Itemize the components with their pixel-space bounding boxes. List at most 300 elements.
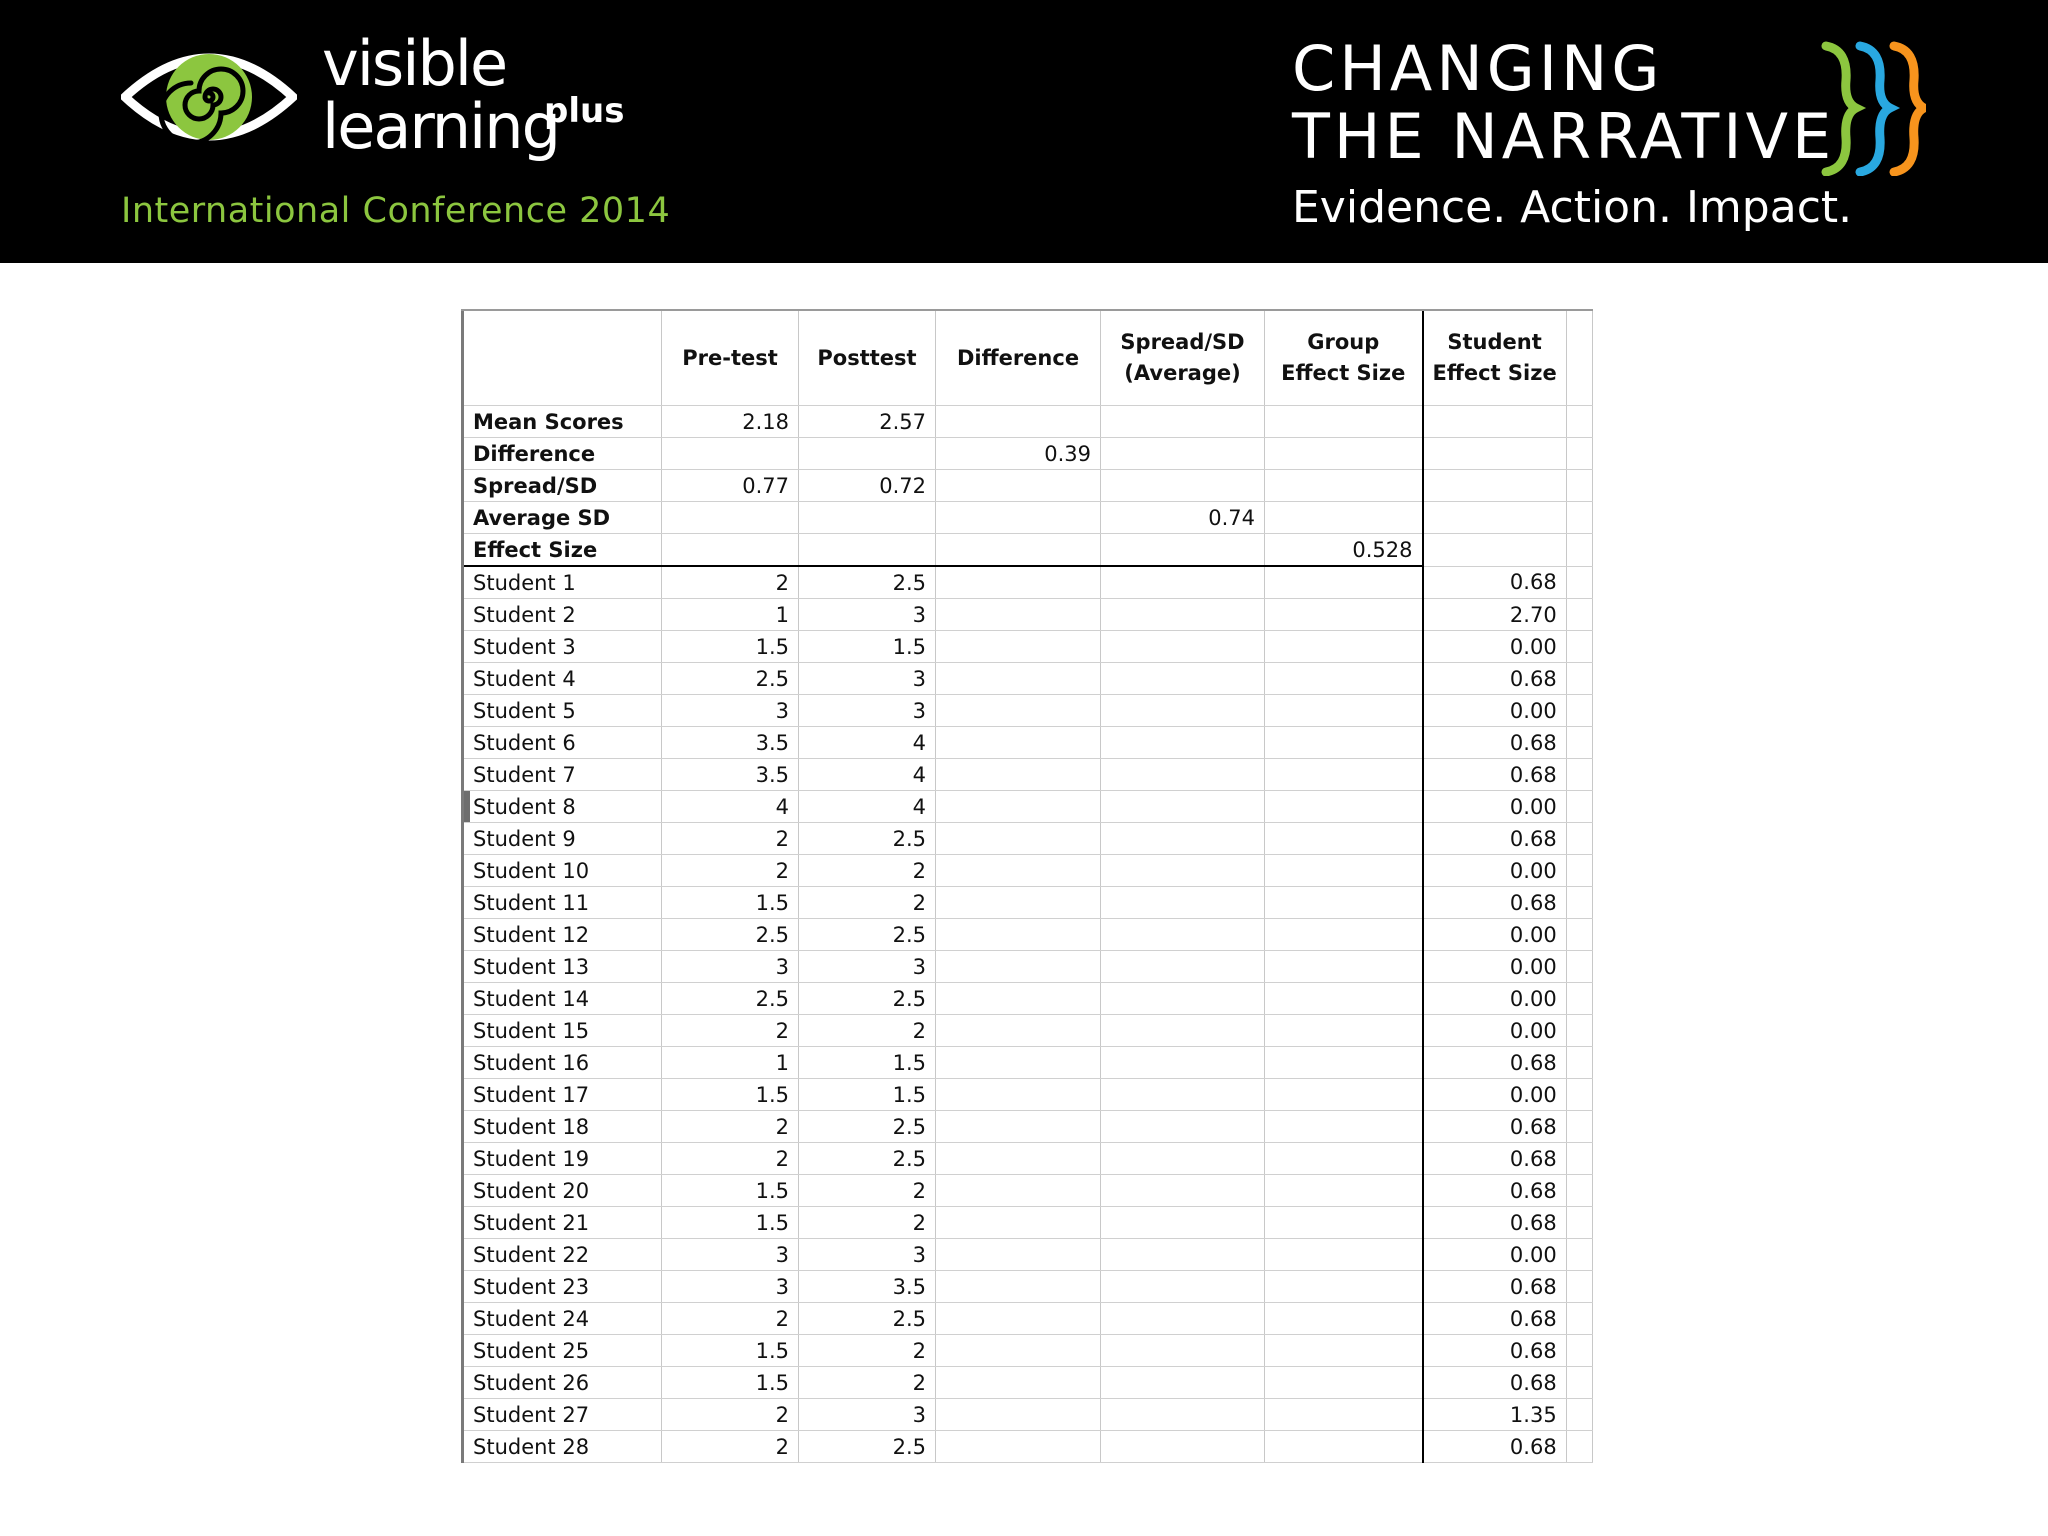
summary-row [463,438,1593,470]
spare-column-cell [1566,1399,1592,1431]
cell-spread-sd[interactable] [1101,566,1265,599]
cell-pre-test[interactable] [662,502,799,534]
cell-posttest[interactable]: 4 [799,791,936,823]
cell-student-effect-size[interactable]: 0.00 [1423,695,1567,727]
effect-size-table [461,311,1593,1463]
cell-posttest[interactable]: 3 [799,599,936,631]
cell-difference[interactable] [936,1399,1101,1431]
table-row [463,1111,1593,1143]
table-row [463,631,1593,663]
cell-difference[interactable] [936,631,1101,663]
cell-posttest[interactable]: 1.5 [799,1047,936,1079]
spare-column-cell [1566,1015,1592,1047]
cell-difference[interactable] [936,1079,1101,1111]
cell-posttest[interactable]: 2.5 [799,566,936,599]
row-label[interactable]: Student 20 [463,1175,662,1207]
cell-student-effect-size[interactable]: 0.00 [1423,919,1567,951]
spare-column-cell [1566,951,1592,983]
cell-group-effect-size[interactable] [1265,1399,1423,1431]
cell-difference[interactable] [936,823,1101,855]
spare-column-cell [1566,406,1592,438]
cell-student-effect-size[interactable] [1423,406,1567,438]
cell-difference[interactable] [936,534,1101,567]
cell-group-effect-size[interactable] [1265,919,1423,951]
spare-column-cell [1566,1111,1592,1143]
conference-banner [0,0,2048,263]
cell-spread-sd[interactable] [1101,1239,1265,1271]
table-row [463,855,1593,887]
cell-group-effect-size[interactable] [1265,823,1423,855]
cell-pre-test[interactable]: 3.5 [662,727,799,759]
cell-posttest[interactable]: 2 [799,1015,936,1047]
title-line-2: THE NARRATIVE [1292,100,1836,173]
cell-pre-test[interactable]: 2.5 [662,663,799,695]
spare-column-cell [1566,311,1592,406]
cell-group-effect-size[interactable] [1265,566,1423,599]
cell-spread-sd[interactable] [1101,791,1265,823]
spare-column-cell [1566,727,1592,759]
effect-size-spreadsheet [461,309,1593,1463]
row-label[interactable]: Student 17 [463,1079,662,1111]
cell-pre-test[interactable]: 1 [662,599,799,631]
row-label[interactable]: Student 14 [463,983,662,1015]
cell-posttest[interactable]: 2.5 [799,1431,936,1463]
spare-column-cell [1566,983,1592,1015]
cell-pre-test[interactable]: 3 [662,951,799,983]
cell-difference[interactable] [936,727,1101,759]
table-row [463,1143,1593,1175]
cell-difference[interactable] [936,663,1101,695]
cell-student-effect-size[interactable] [1423,534,1567,567]
cell-spread-sd[interactable] [1101,631,1265,663]
cell-spread-sd[interactable] [1101,1367,1265,1399]
cell-pre-test[interactable]: 2 [662,1303,799,1335]
row-label[interactable]: Student 27 [463,1399,662,1431]
cell-group-effect-size[interactable] [1265,1047,1423,1079]
spare-column-cell [1566,599,1592,631]
cell-group-effect-size[interactable] [1265,1111,1423,1143]
cell-posttest[interactable]: 1.5 [799,1079,936,1111]
cell-spread-sd[interactable] [1101,983,1265,1015]
cell-student-effect-size[interactable]: 0.00 [1423,1015,1567,1047]
cell-spread-sd[interactable] [1101,663,1265,695]
cell-spread-sd[interactable] [1101,1335,1265,1367]
cell-posttest[interactable]: 3 [799,663,936,695]
cell-posttest[interactable]: 3 [799,951,936,983]
spare-column-cell [1566,1175,1592,1207]
header-posttest: Posttest [799,311,936,406]
cell-group-effect-size[interactable] [1265,1431,1423,1463]
row-label[interactable]: Student 8 [463,791,662,823]
cell-pre-test[interactable]: 3 [662,1271,799,1303]
cell-difference[interactable] [936,1207,1101,1239]
eye-spiral-logo-icon [121,37,297,157]
cell-posttest[interactable]: 2.5 [799,1143,936,1175]
cell-posttest[interactable]: 2 [799,1335,936,1367]
cell-pre-test[interactable]: 3 [662,1239,799,1271]
cell-spread-sd[interactable] [1101,1303,1265,1335]
table-row [463,951,1593,983]
cell-spread-sd[interactable] [1101,406,1265,438]
cell-pre-test[interactable]: 4 [662,791,799,823]
spare-column-cell [1566,1207,1592,1239]
cell-posttest[interactable]: 3.5 [799,1271,936,1303]
row-label[interactable]: Student 18 [463,1111,662,1143]
cell-spread-sd[interactable] [1101,759,1265,791]
cell-spread-sd[interactable] [1101,534,1265,567]
row-label[interactable]: Student 9 [463,823,662,855]
row-label[interactable]: Student 13 [463,951,662,983]
spare-column-cell [1566,534,1592,567]
cell-student-effect-size[interactable]: 0.00 [1423,855,1567,887]
cell-group-effect-size[interactable] [1265,1367,1423,1399]
cell-group-effect-size[interactable] [1265,502,1423,534]
row-label[interactable]: Student 26 [463,1367,662,1399]
cell-spread-sd[interactable] [1101,470,1265,502]
summary-row [463,470,1593,502]
cell-difference[interactable] [936,919,1101,951]
cell-pre-test[interactable]: 2 [662,566,799,599]
cell-spread-sd[interactable] [1101,1079,1265,1111]
cell-pre-test[interactable]: 2 [662,855,799,887]
cell-group-effect-size[interactable] [1265,1079,1423,1111]
cell-posttest[interactable]: 3 [799,1399,936,1431]
spare-column-cell [1566,631,1592,663]
cell-student-effect-size[interactable]: 0.00 [1423,631,1567,663]
table-row [463,1079,1593,1111]
spare-column-cell [1566,470,1592,502]
cell-group-effect-size[interactable]: 0.528 [1265,534,1423,567]
cell-pre-test[interactable]: 2 [662,1015,799,1047]
cell-pre-test[interactable]: 0.77 [662,470,799,502]
cell-group-effect-size[interactable] [1265,727,1423,759]
cell-student-effect-size[interactable]: 0.68 [1423,1143,1567,1175]
cell-pre-test[interactable]: 2.18 [662,406,799,438]
cell-spread-sd[interactable] [1101,1399,1265,1431]
spare-column-cell [1566,438,1592,470]
logo-superscript-plus: plus [544,91,625,131]
cell-spread-sd[interactable] [1101,919,1265,951]
cell-posttest[interactable]: 2.5 [799,983,936,1015]
cell-spread-sd[interactable] [1101,1143,1265,1175]
cell-difference[interactable] [936,1111,1101,1143]
cell-pre-test[interactable]: 2.5 [662,919,799,951]
cell-pre-test[interactable]: 2.5 [662,983,799,1015]
row-label[interactable]: Student 16 [463,1047,662,1079]
row-label[interactable]: Student 12 [463,919,662,951]
cell-student-effect-size[interactable] [1423,438,1567,470]
cell-spread-sd[interactable] [1101,1207,1265,1239]
spare-column-cell [1566,1143,1592,1175]
cell-group-effect-size[interactable] [1265,663,1423,695]
spare-column-cell [1566,823,1592,855]
table-row [463,1207,1593,1239]
cell-difference[interactable] [936,406,1101,438]
row-label[interactable]: Student 23 [463,1271,662,1303]
cell-pre-test[interactable]: 1.5 [662,631,799,663]
cell-difference[interactable] [936,759,1101,791]
cell-pre-test[interactable]: 2 [662,1111,799,1143]
cell-pre-test[interactable]: 2 [662,1143,799,1175]
row-label[interactable]: Student 5 [463,695,662,727]
table-row [463,1431,1593,1463]
cell-spread-sd[interactable] [1101,887,1265,919]
cell-pre-test[interactable]: 1.5 [662,887,799,919]
cell-spread-sd[interactable] [1101,1271,1265,1303]
cell-pre-test[interactable] [662,534,799,567]
cell-student-effect-size[interactable]: 0.68 [1423,1175,1567,1207]
row-label[interactable]: Student 7 [463,759,662,791]
row-label[interactable]: Effect Size [463,534,662,567]
cell-difference[interactable] [936,983,1101,1015]
cell-student-effect-size[interactable]: 0.68 [1423,566,1567,599]
cell-student-effect-size[interactable] [1423,470,1567,502]
cell-group-effect-size[interactable] [1265,887,1423,919]
cell-student-effect-size[interactable]: 0.68 [1423,1271,1567,1303]
row-label[interactable]: Student 21 [463,1207,662,1239]
cell-group-effect-size[interactable] [1265,631,1423,663]
cell-difference[interactable] [936,1271,1101,1303]
cell-difference[interactable] [936,1143,1101,1175]
row-label[interactable]: Student 28 [463,1431,662,1463]
spare-column-cell [1566,919,1592,951]
cell-group-effect-size[interactable] [1265,1239,1423,1271]
cell-pre-test[interactable]: 1.5 [662,1175,799,1207]
cell-group-effect-size[interactable] [1265,855,1423,887]
cell-difference[interactable] [936,1367,1101,1399]
spare-column-cell [1566,566,1592,599]
table-row [463,599,1593,631]
cell-posttest[interactable]: 4 [799,759,936,791]
cell-group-effect-size[interactable] [1265,1335,1423,1367]
cell-difference[interactable] [936,566,1101,599]
cell-posttest[interactable] [799,534,936,567]
cell-student-effect-size[interactable] [1423,502,1567,534]
cell-group-effect-size[interactable] [1265,695,1423,727]
table-row [463,1399,1593,1431]
cell-posttest[interactable]: 1.5 [799,631,936,663]
row-label[interactable]: Mean Scores [463,406,662,438]
cell-difference[interactable] [936,951,1101,983]
cell-group-effect-size[interactable] [1265,1207,1423,1239]
table-row [463,566,1593,599]
cell-pre-test[interactable]: 2 [662,1431,799,1463]
cell-group-effect-size[interactable] [1265,438,1423,470]
table-row [463,1175,1593,1207]
cell-group-effect-size[interactable] [1265,759,1423,791]
header-pre-test: Pre-test [662,311,799,406]
cell-pre-test[interactable]: 3 [662,695,799,727]
cell-pre-test[interactable] [662,438,799,470]
cell-student-effect-size[interactable]: 0.00 [1423,791,1567,823]
table-row [463,983,1593,1015]
cell-spread-sd[interactable] [1101,1431,1265,1463]
spare-column-cell [1566,502,1592,534]
cell-difference[interactable] [936,1335,1101,1367]
cell-student-effect-size[interactable]: 0.68 [1423,1367,1567,1399]
cell-pre-test[interactable]: 1.5 [662,1079,799,1111]
cell-group-effect-size[interactable] [1265,791,1423,823]
cell-spread-sd[interactable] [1101,695,1265,727]
cell-pre-test[interactable]: 1.5 [662,1207,799,1239]
cell-student-effect-size[interactable]: 0.68 [1423,1047,1567,1079]
cell-difference[interactable] [936,599,1101,631]
spare-column-cell [1566,1079,1592,1111]
row-label[interactable]: Student 10 [463,855,662,887]
cell-posttest[interactable] [799,438,936,470]
cell-group-effect-size[interactable] [1265,1015,1423,1047]
triple-bracket-icon [1816,40,1926,176]
spare-column-cell [1566,1303,1592,1335]
header-row [463,311,1593,406]
table-row [463,1239,1593,1271]
cell-difference[interactable] [936,1047,1101,1079]
cell-student-effect-size[interactable]: 0.68 [1423,1335,1567,1367]
cell-student-effect-size[interactable]: 1.35 [1423,1399,1567,1431]
cell-difference[interactable] [936,1015,1101,1047]
cell-student-effect-size[interactable]: 0.68 [1423,823,1567,855]
cell-group-effect-size[interactable] [1265,1143,1423,1175]
cell-student-effect-size[interactable]: 2.70 [1423,599,1567,631]
cell-posttest[interactable]: 2.5 [799,1111,936,1143]
cell-student-effect-size[interactable]: 0.68 [1423,759,1567,791]
table-row [463,1335,1593,1367]
header-difference: Difference [936,311,1101,406]
row-label[interactable]: Student 6 [463,727,662,759]
cell-difference[interactable]: 0.39 [936,438,1101,470]
cell-pre-test[interactable]: 1 [662,1047,799,1079]
cell-group-effect-size[interactable] [1265,1271,1423,1303]
cell-posttest[interactable]: 3 [799,1239,936,1271]
cell-student-effect-size[interactable]: 0.00 [1423,1079,1567,1111]
cell-posttest[interactable]: 2 [799,855,936,887]
cell-pre-test[interactable]: 1.5 [662,1367,799,1399]
summary-row [463,534,1593,567]
spare-column-cell [1566,1431,1592,1463]
cell-student-effect-size[interactable]: 0.68 [1423,1111,1567,1143]
cell-difference[interactable] [936,791,1101,823]
cell-posttest[interactable]: 2.5 [799,823,936,855]
cell-difference[interactable] [936,1431,1101,1463]
spare-column-cell [1566,887,1592,919]
cell-group-effect-size[interactable] [1265,470,1423,502]
cell-posttest[interactable]: 2.5 [799,919,936,951]
cell-posttest[interactable]: 0.72 [799,470,936,502]
cell-posttest[interactable] [799,502,936,534]
spare-column-cell [1566,1047,1592,1079]
spare-column-cell [1566,855,1592,887]
cell-difference[interactable] [936,887,1101,919]
cell-group-effect-size[interactable] [1265,951,1423,983]
cell-posttest[interactable]: 2.57 [799,406,936,438]
logo-word-visible: visible [322,27,507,100]
cell-posttest[interactable]: 2 [799,1367,936,1399]
row-label[interactable]: Difference [463,438,662,470]
cell-pre-test[interactable]: 2 [662,823,799,855]
cell-difference[interactable] [936,1303,1101,1335]
row-label[interactable]: Student 22 [463,1239,662,1271]
cell-student-effect-size[interactable]: 0.68 [1423,887,1567,919]
row-label[interactable]: Student 11 [463,887,662,919]
row-label[interactable]: Student 15 [463,1015,662,1047]
cell-group-effect-size[interactable] [1265,599,1423,631]
cell-posttest[interactable]: 2 [799,1207,936,1239]
row-label[interactable]: Average SD [463,502,662,534]
cell-difference[interactable] [936,695,1101,727]
spare-column-cell [1566,663,1592,695]
cell-spread-sd[interactable] [1101,1111,1265,1143]
cell-student-effect-size[interactable]: 0.00 [1423,1239,1567,1271]
spare-column-cell [1566,1335,1592,1367]
logo-word-learning: learning [322,90,559,163]
cell-difference[interactable] [936,470,1101,502]
cell-difference[interactable] [936,502,1101,534]
cell-spread-sd[interactable] [1101,855,1265,887]
spare-column-cell [1566,791,1592,823]
cell-spread-sd[interactable] [1101,823,1265,855]
cell-group-effect-size[interactable] [1265,406,1423,438]
cell-student-effect-size[interactable]: 0.00 [1423,983,1567,1015]
cell-group-effect-size[interactable] [1265,1303,1423,1335]
cell-posttest[interactable]: 2.5 [799,1303,936,1335]
cell-difference[interactable] [936,855,1101,887]
table-row [463,759,1593,791]
table-row [463,1303,1593,1335]
cell-spread-sd[interactable] [1101,727,1265,759]
cell-student-effect-size[interactable]: 0.68 [1423,1431,1567,1463]
cell-spread-sd[interactable] [1101,1047,1265,1079]
cell-student-effect-size[interactable]: 0.68 [1423,1207,1567,1239]
cell-difference[interactable] [936,1175,1101,1207]
table-row [463,1367,1593,1399]
cell-difference[interactable] [936,1239,1101,1271]
cell-spread-sd[interactable] [1101,1175,1265,1207]
cell-pre-test[interactable]: 2 [662,1399,799,1431]
cell-spread-sd[interactable] [1101,438,1265,470]
cell-pre-test[interactable]: 3.5 [662,759,799,791]
cell-group-effect-size[interactable] [1265,983,1423,1015]
cell-student-effect-size[interactable]: 0.00 [1423,951,1567,983]
row-label[interactable]: Student 19 [463,1143,662,1175]
row-label[interactable]: Spread/SD [463,470,662,502]
table-row [463,791,1593,823]
cell-spread-sd[interactable]: 0.74 [1101,502,1265,534]
cell-group-effect-size[interactable] [1265,1175,1423,1207]
row-label[interactable]: Student 4 [463,663,662,695]
cell-student-effect-size[interactable]: 0.68 [1423,663,1567,695]
table-row [463,1047,1593,1079]
header-spread-sd-average: Spread/SD (Average) [1101,311,1265,406]
row-label[interactable]: Student 3 [463,631,662,663]
cell-spread-sd[interactable] [1101,1015,1265,1047]
table-row [463,695,1593,727]
cell-student-effect-size[interactable]: 0.68 [1423,1303,1567,1335]
cell-spread-sd[interactable] [1101,951,1265,983]
cell-spread-sd[interactable] [1101,599,1265,631]
cell-pre-test[interactable]: 1.5 [662,1335,799,1367]
cell-posttest[interactable]: 2 [799,887,936,919]
row-label[interactable]: Student 24 [463,1303,662,1335]
cell-posttest[interactable]: 3 [799,695,936,727]
row-label[interactable]: Student 25 [463,1335,662,1367]
cell-posttest[interactable]: 2 [799,1175,936,1207]
row-label[interactable]: Student 2 [463,599,662,631]
cell-posttest[interactable]: 4 [799,727,936,759]
row-label[interactable]: Student 1 [463,566,662,599]
cell-student-effect-size[interactable]: 0.68 [1423,727,1567,759]
tagline: Evidence. Action. Impact. [1292,182,1853,233]
header-group-effect-size: Group Effect Size [1265,311,1423,406]
